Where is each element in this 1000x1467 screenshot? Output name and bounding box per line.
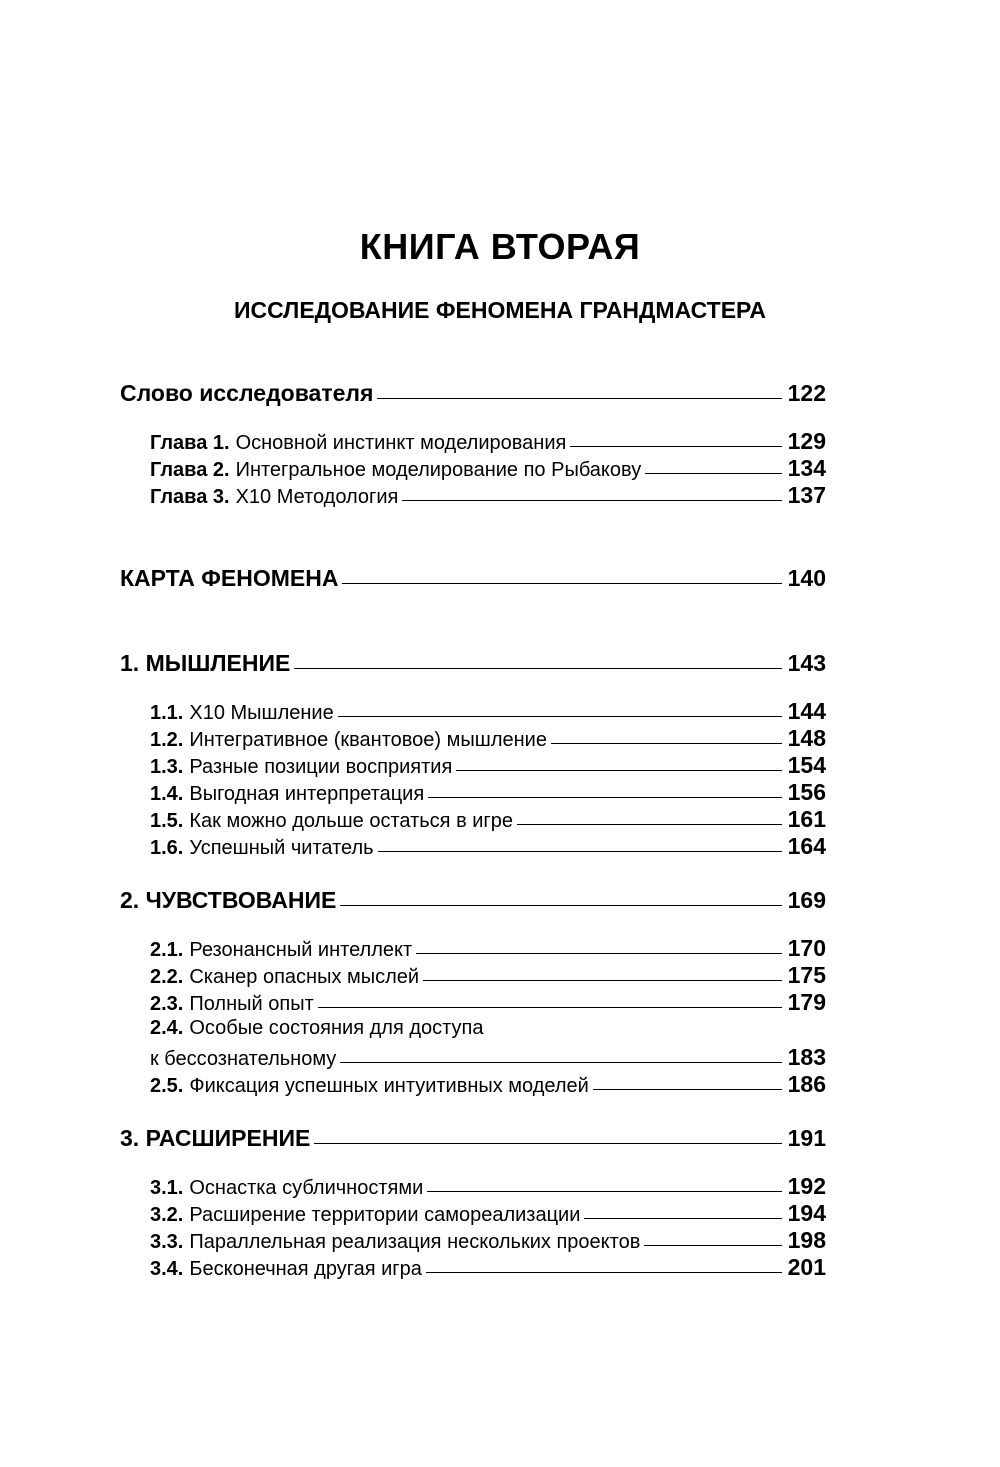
toc-page-number: 161 xyxy=(787,806,826,832)
toc-page-number: 179 xyxy=(787,989,826,1015)
toc-entry-number: 3.2. xyxy=(150,1204,184,1226)
dot-leader xyxy=(340,1062,781,1063)
toc-entry-title: Сканер опасных мыслей xyxy=(189,966,420,988)
dot-leader xyxy=(456,770,781,771)
toc-section-3[interactable] xyxy=(120,1125,826,1155)
toc-entry-title: Выгодная интерпретация xyxy=(189,783,425,805)
toc-entry[interactable] xyxy=(150,1227,826,1257)
toc-page-number: 154 xyxy=(787,752,826,778)
toc-entry-map[interactable] xyxy=(120,565,826,595)
toc-entry-number: Глава 2. xyxy=(150,459,230,481)
toc-entry-number: 1.5. xyxy=(150,810,184,832)
toc-entry-title: Интегральное моделирование по Рыбакову xyxy=(235,459,642,481)
dot-leader xyxy=(318,1007,782,1008)
book-title: КНИГА ВТОРАЯ xyxy=(359,226,641,267)
toc-entry[interactable] xyxy=(150,1200,826,1230)
toc-entry[interactable] xyxy=(150,962,826,992)
toc-section-title: 2. ЧУВСТВОВАНИЕ xyxy=(120,887,337,913)
toc-section-title: 3. РАСШИРЕНИЕ xyxy=(120,1125,311,1151)
toc-entry-title: КАРТА ФЕНОМЕНА xyxy=(120,565,339,591)
dot-leader xyxy=(402,500,781,501)
toc-entry[interactable] xyxy=(150,752,826,782)
toc-page-number: 164 xyxy=(787,833,826,859)
toc-entry-chapter-1[interactable] xyxy=(150,428,826,458)
toc-entry-number: 2.5. xyxy=(150,1075,184,1097)
toc-entry-title: Особые состояния для доступа xyxy=(189,1017,484,1039)
toc-section-2[interactable] xyxy=(120,887,826,917)
toc-entry-chapter-3[interactable] xyxy=(150,482,826,512)
toc-page-number: 201 xyxy=(787,1254,826,1280)
toc-page-number: 137 xyxy=(787,482,826,508)
dot-leader xyxy=(428,797,781,798)
toc-entry-title: Х10 Методология xyxy=(235,486,399,508)
toc-page-number: 198 xyxy=(787,1227,826,1253)
toc-entry-number: 3.3. xyxy=(150,1231,184,1253)
toc-section-title: 1. МЫШЛЕНИЕ xyxy=(120,650,291,676)
toc-entry[interactable] xyxy=(150,806,826,836)
toc-entry-title: к бессознательному xyxy=(150,1048,337,1070)
toc-entry-foreword[interactable] xyxy=(120,380,826,410)
dot-leader xyxy=(342,583,781,584)
toc-page-number: 170 xyxy=(787,935,826,961)
toc-entry-number: Глава 3. xyxy=(150,486,230,508)
toc-entry-title: Успешный читатель xyxy=(189,837,374,859)
toc-entry-number: 1.3. xyxy=(150,756,184,778)
toc-entry-title: Полный опыт xyxy=(189,993,314,1015)
dot-leader xyxy=(378,851,782,852)
toc-entry-title: Расширение территории самореализации xyxy=(189,1204,581,1226)
dot-leader xyxy=(593,1089,782,1090)
dot-leader xyxy=(416,953,781,954)
dot-leader xyxy=(427,1191,781,1192)
dot-leader xyxy=(314,1143,781,1144)
dot-leader xyxy=(517,824,782,825)
toc-entry-title: Интегративное (квантовое) мышление xyxy=(189,729,547,751)
dot-leader xyxy=(294,668,781,669)
dot-leader xyxy=(338,716,782,717)
toc-page-number: 194 xyxy=(787,1200,826,1226)
toc-page-number: 134 xyxy=(787,455,826,481)
dot-leader xyxy=(551,743,782,744)
toc-entry[interactable] xyxy=(150,725,826,755)
dot-leader xyxy=(340,905,781,906)
toc-entry[interactable] xyxy=(150,1254,826,1284)
toc-entry-title: Слово исследователя xyxy=(120,380,374,406)
toc-entry-title: Разные позиции восприятия xyxy=(189,756,453,778)
toc-entry-number: 1.2. xyxy=(150,729,184,751)
toc-entry[interactable] xyxy=(150,935,826,965)
toc-page-number: 192 xyxy=(787,1173,826,1199)
toc-entry[interactable] xyxy=(150,833,826,863)
toc-entry[interactable] xyxy=(150,698,826,728)
toc-page-number: 191 xyxy=(787,1125,826,1151)
toc-entry-title: Как можно дольше остаться в игре xyxy=(189,810,513,832)
book-subtitle: ИССЛЕДОВАНИЕ ФЕНОМЕНА ГРАНДМАСТЕРА xyxy=(234,297,766,323)
toc-page-number: 140 xyxy=(787,565,826,591)
toc-page-number: 129 xyxy=(787,428,826,454)
toc-page-number: 183 xyxy=(787,1044,826,1070)
toc-entry[interactable] xyxy=(150,779,826,809)
toc-page-number: 144 xyxy=(787,698,826,724)
toc-entry-line1[interactable] xyxy=(150,1017,483,1040)
toc-entry-number: 1.4. xyxy=(150,783,184,805)
toc-entry-number: 2.3. xyxy=(150,993,184,1015)
toc-entry-number: 1.6. xyxy=(150,837,184,859)
dot-leader xyxy=(644,1245,781,1246)
toc-entry-chapter-2[interactable] xyxy=(150,455,826,485)
dot-leader xyxy=(584,1218,781,1219)
toc-entry-title: Х10 Мышление xyxy=(189,702,334,724)
toc-entry-line2[interactable] xyxy=(150,1044,826,1074)
toc-entry-title: Основной инстинкт моделирования xyxy=(235,432,567,454)
toc-entry-title: Бесконечная другая игра xyxy=(189,1258,422,1280)
toc-entry-number: Глава 1. xyxy=(150,432,230,454)
toc-entry[interactable] xyxy=(150,1071,826,1101)
toc-entry-number: 2.1. xyxy=(150,939,184,961)
toc-page-number: 175 xyxy=(787,962,826,988)
dot-leader xyxy=(570,446,781,447)
toc-page-number: 156 xyxy=(787,779,826,805)
toc-page-number: 148 xyxy=(787,725,826,751)
toc-page-number: 143 xyxy=(787,650,826,676)
dot-leader xyxy=(423,980,782,981)
toc-entry-title: Параллельная реализация нескольких проектов xyxy=(189,1231,641,1253)
toc-entry-number: 2.4. xyxy=(150,1017,184,1039)
dot-leader xyxy=(426,1272,782,1273)
dot-leader xyxy=(377,398,781,399)
toc-entry-title: Фиксация успешных интуитивных моделей xyxy=(189,1075,589,1097)
toc-page-number: 122 xyxy=(787,380,826,406)
toc-entry-title: Оснастка субличностями xyxy=(189,1177,424,1199)
toc-entry-number: 3.4. xyxy=(150,1258,184,1280)
toc-entry-number: 2.2. xyxy=(150,966,184,988)
dot-leader xyxy=(645,473,781,474)
toc-entry-number: 1.1. xyxy=(150,702,184,724)
toc-entry-title: Резонансный интеллект xyxy=(189,939,413,961)
toc-page-number: 186 xyxy=(787,1071,826,1097)
toc-page-number: 169 xyxy=(787,887,826,913)
toc-entry[interactable] xyxy=(150,989,826,1019)
toc-section-1[interactable] xyxy=(120,650,826,680)
toc-entry-number: 3.1. xyxy=(150,1177,184,1199)
toc-entry[interactable] xyxy=(150,1173,826,1203)
